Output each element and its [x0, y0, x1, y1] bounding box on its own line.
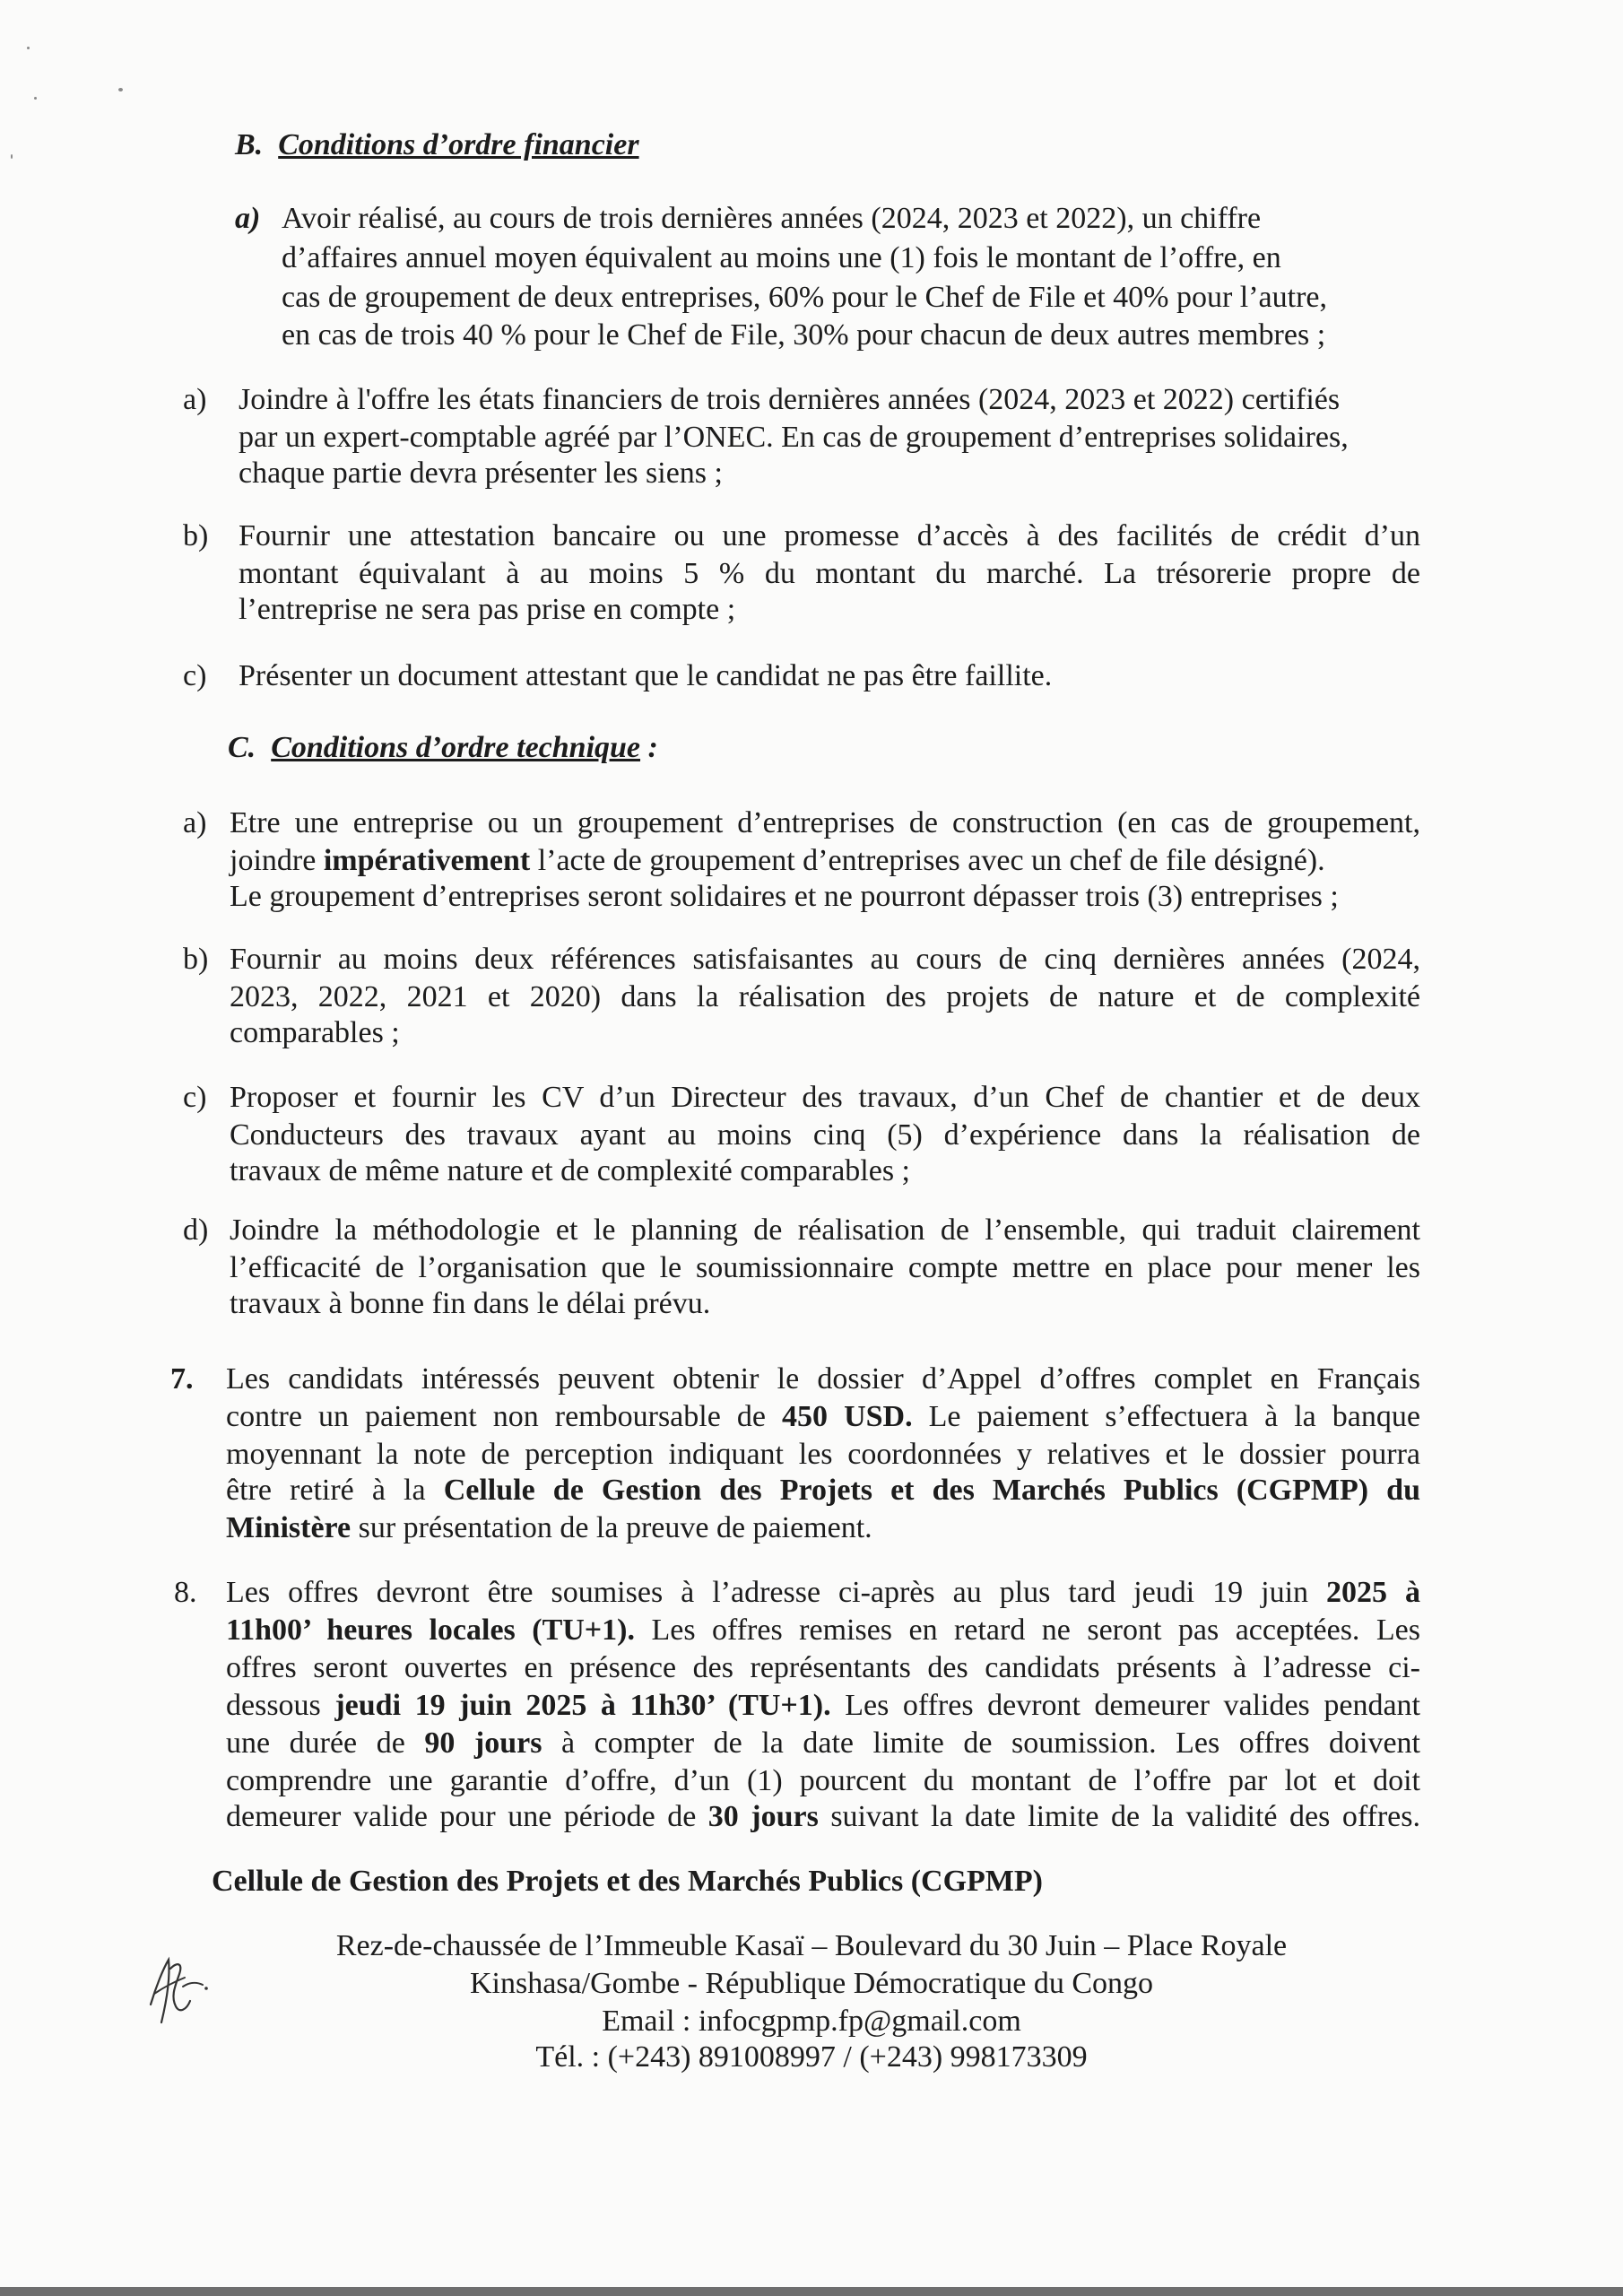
point-8-text: Les offres devront demeurer valides pendant [830, 1689, 1420, 1722]
footer-email: Email : infocgpmp.fp@gmail.com [602, 2005, 1021, 2038]
item-c-a-marker: a) [183, 806, 207, 839]
item-b-a2-line: chaque partie devra présenter les siens ; [239, 457, 723, 490]
point-8-bold: jeudi 19 juin 2025 à 11h30’ (TU+1). [334, 1689, 831, 1722]
point-8-line: comprendre une garantie d’offre, d’un (1) pourcent du montant de l’offre par lot et doit [226, 1764, 1420, 1797]
item-b-c-marker: c) [183, 659, 207, 692]
handwritten-initials [143, 1951, 215, 2031]
item-c-c-line: travaux de même nature et de complexité comparables ; [230, 1154, 911, 1187]
footer-address-2: Kinshasa/Gombe - République Démocratique du Congo [469, 1967, 1153, 2000]
point-8-text: demeurer valide pour une période de [226, 1800, 708, 1833]
item-c-c-line: Proposer et fournir les CV d’un Directeur des travaux, d’un Chef de chantier et de deux [230, 1081, 1420, 1114]
item-c-a-line: Le groupement d’entreprises seront solidaires et ne pourront dépasser trois (3) entreprises ; [230, 880, 1339, 913]
footer-org: Cellule de Gestion des Projets et des Marchés Publics (CGPMP) [212, 1865, 1043, 1898]
point-7-text: sur présentation de la preuve de paiement. [351, 1511, 872, 1544]
point-8-text: dessous [226, 1689, 335, 1722]
item-c-a-line: Etre une entreprise ou un groupement d’entreprises de construction (en cas de groupement, [230, 806, 1420, 839]
item-c-a-line [230, 843, 1325, 879]
point-7-line [226, 1510, 872, 1546]
item-b-b-marker: b) [183, 519, 209, 552]
point-7-line [226, 1473, 1420, 1509]
point-7-text: Le paiement s’effectuera à la banque [912, 1400, 1420, 1433]
point-8-bold: 90 jours [424, 1726, 542, 1760]
section-c-heading [228, 730, 658, 766]
point-7-line: Les candidats intéressés peuvent obtenir le dossier d’Appel d’offres complet en Français [226, 1362, 1420, 1396]
point-7-line: moyennant la note de perception indiquant les coordonnées y relatives et le dossier pourra [226, 1438, 1420, 1471]
item-b-b-line: montant équivalant à au moins 5 % du montant du marché. La trésorerie propre de [239, 557, 1420, 590]
item-c-d-line: Joindre la méthodologie et le planning de réalisation de l’ensemble, qui traduit clairement [230, 1213, 1420, 1247]
point-8-text: Les offres devront être soumises à l’adresse ci-après au plus tard jeudi 19 juin [226, 1576, 1327, 1609]
item-c-d-line: travaux à bonne fin dans le délai prévu. [230, 1287, 711, 1320]
point-7-bold: 450 USD. [782, 1400, 913, 1433]
point-7-number: 7. [170, 1362, 194, 1396]
footer-tel: Tél. : (+243) 891008997 / (+243) 998173309 [535, 2040, 1088, 2074]
item-c-a-text: l’acte de groupement d’entreprises avec un chef de file désigné). [530, 844, 1325, 877]
point-8-line [226, 1575, 1420, 1611]
point-8-line: offres seront ouvertes en présence des représentants des candidats présents à l’adresse ci- [226, 1651, 1420, 1684]
item-b-a1-line: Avoir réalisé, au cours de trois dernières années (2024, 2023 et 2022), un chiffre [282, 202, 1262, 235]
point-8-number: 8. [174, 1576, 197, 1609]
item-b-a1-marker: a) [235, 202, 261, 235]
section-c-title: Conditions d’ordre technique [271, 731, 641, 764]
scan-edge [0, 2287, 1623, 2296]
item-c-c-marker: c) [183, 1081, 207, 1114]
item-b-a1-line: d’affaires annuel moyen équivalent au moins une (1) fois le montant de l’offre, en [282, 241, 1281, 274]
item-b-a2-marker: a) [183, 383, 207, 416]
item-c-b-line: comparables ; [230, 1016, 400, 1049]
section-b-heading [235, 127, 639, 163]
item-c-d-marker: d) [183, 1213, 209, 1247]
item-b-a2-line: par un expert-comptable agréé par l’ONEC. En cas de groupement d’entreprises solidaires, [239, 421, 1349, 454]
point-8-text: à compter de la date limite de soumission. Les offres doivent [542, 1726, 1420, 1760]
item-b-b-line: Fournir une attestation bancaire ou une promesse d’accès à des facilités de crédit d’un [239, 519, 1420, 552]
point-8-text: suivant la date limite de la validité des offres. [818, 1800, 1420, 1833]
item-b-b-line: l’entreprise ne sera pas prise en compte ; [239, 593, 736, 626]
item-c-a-bold: impérativement [323, 844, 531, 877]
item-b-a2-line: Joindre à l'offre les états financiers de trois dernières années (2024, 2023 et 2022) certifiés [239, 383, 1341, 416]
point-7-text: contre un paiement non remboursable de [226, 1400, 783, 1433]
section-b-letter: B. [235, 128, 264, 161]
item-c-b-marker: b) [183, 943, 209, 976]
point-8-bold: 30 jours [707, 1800, 819, 1833]
point-8-line [226, 1799, 1420, 1835]
footer-address-1: Rez-de-chaussée de l’Immeuble Kasaï – Boulevard du 30 Juin – Place Royale [335, 1929, 1288, 1962]
point-7-bold: Ministère [226, 1511, 352, 1544]
section-b-title: Conditions d’ordre financier [278, 128, 639, 161]
point-8-line [226, 1726, 1420, 1761]
point-8-line [226, 1688, 1420, 1724]
item-b-a1-line: cas de groupement de deux entreprises, 60% pour le Chef de File et 40% pour l’autre, [282, 281, 1328, 314]
item-b-a1-line: en cas de trois 40 % pour le Chef de File, 30% pour chacun de deux autres membres ; [282, 318, 1326, 352]
item-b-c-line: Présenter un document attestant que le candidat ne pas être faillite. [239, 659, 1053, 692]
point-8-text: une durée de [226, 1726, 425, 1760]
item-c-d-line: l’efficacité de l’organisation que le soumissionnaire compte mettre en place pour mener les [230, 1251, 1420, 1284]
section-c-letter: C. [228, 731, 256, 764]
item-c-b-line: Fournir au moins deux références satisfaisantes au cours de cinq dernières années (2024, [230, 943, 1420, 976]
section-c-suffix: : [640, 731, 658, 764]
point-7-text: être retiré à la [226, 1474, 444, 1507]
point-8-bold: 11h00’ heures locales (TU+1). [226, 1613, 635, 1647]
item-c-c-line: Conducteurs des travaux ayant au moins cinq (5) d’expérience dans la réalisation de [230, 1118, 1420, 1152]
point-7-line [226, 1399, 1420, 1435]
point-8-bold: 2025 à [1326, 1576, 1420, 1609]
item-c-a-text: joindre [230, 844, 324, 877]
point-7-bold: Cellule de Gestion des Projets et des Marchés Publics (CGPMP) du [443, 1474, 1420, 1507]
point-8-text: Les offres remises en retard ne seront pas acceptées. Les [635, 1613, 1420, 1647]
item-c-b-line: 2023, 2022, 2021 et 2020) dans la réalisation des projets de nature et de complexité [230, 980, 1420, 1013]
point-8-line [226, 1613, 1420, 1648]
